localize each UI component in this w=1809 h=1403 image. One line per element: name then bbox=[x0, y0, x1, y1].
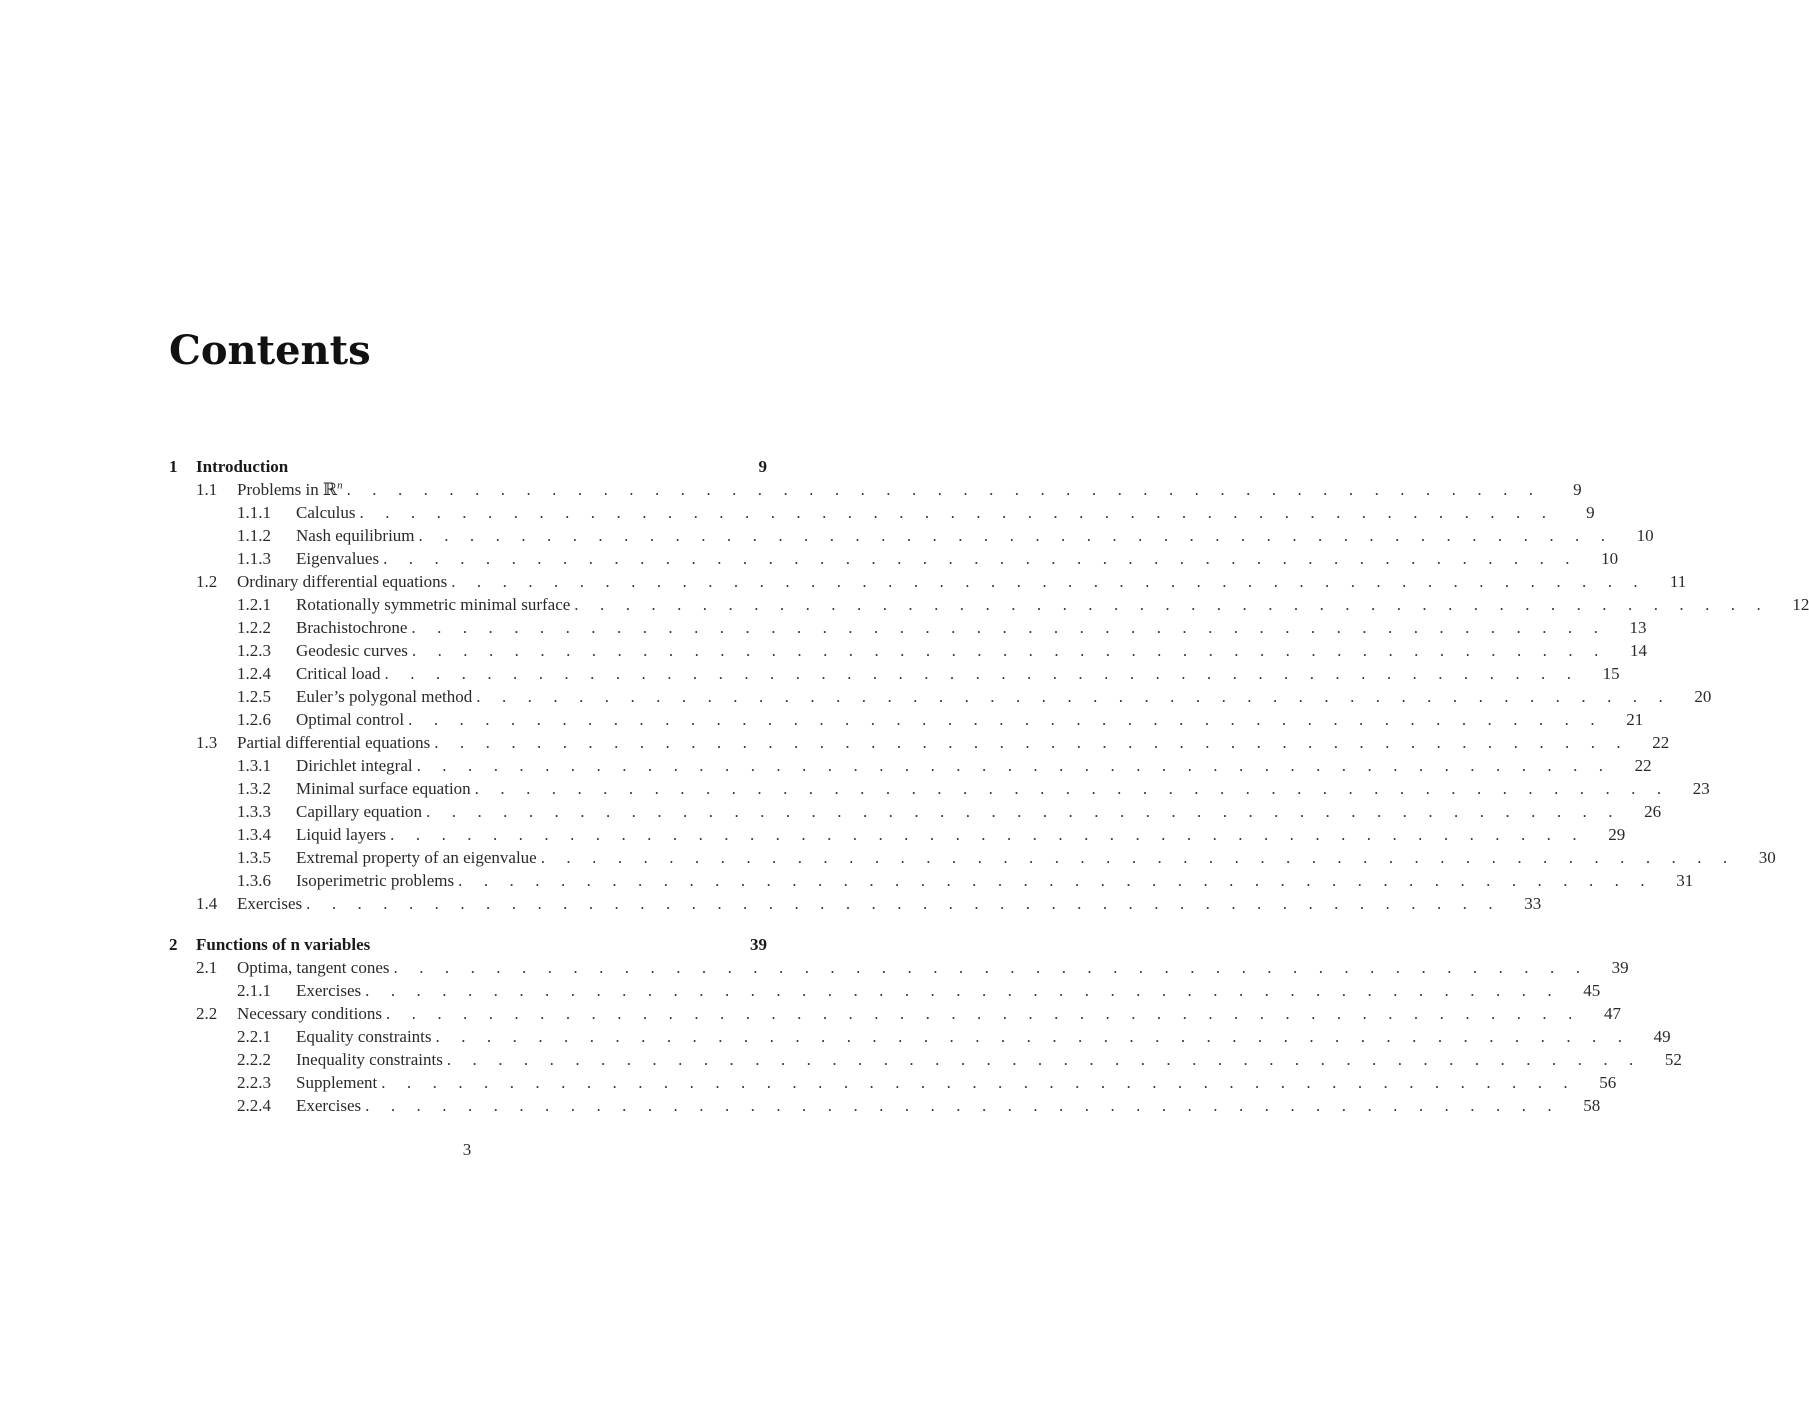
entry-number: 1.3.5 bbox=[237, 848, 271, 867]
entry-title-text: Necessary conditions bbox=[237, 1004, 382, 1023]
toc-section-row[interactable] bbox=[169, 731, 1670, 754]
toc-subsection-row[interactable] bbox=[169, 547, 1619, 570]
entry-number: 2.2.1 bbox=[237, 1027, 271, 1046]
entry-title bbox=[237, 1002, 386, 1025]
entry-title-text: Calculus bbox=[296, 503, 356, 522]
entry-title bbox=[237, 570, 451, 593]
entry-page: 39 bbox=[1611, 958, 1629, 977]
chapter-page: 39 bbox=[750, 935, 767, 954]
entry-title bbox=[296, 979, 365, 1002]
entry-number: 1.3.1 bbox=[237, 756, 271, 775]
toc-subsection-row[interactable] bbox=[169, 846, 1776, 869]
toc-chapter-row[interactable] bbox=[169, 455, 767, 478]
entry-page: 56 bbox=[1599, 1073, 1617, 1092]
entry-number: 1.1.1 bbox=[237, 503, 271, 522]
entry-page: 10 bbox=[1636, 526, 1654, 545]
entry-title bbox=[237, 956, 394, 979]
entry-number: 2.2 bbox=[196, 1004, 218, 1023]
entry-page: 45 bbox=[1583, 981, 1601, 1000]
entry-title bbox=[296, 754, 417, 777]
entry-page: 20 bbox=[1694, 687, 1712, 706]
toc-subsection-row[interactable] bbox=[169, 1071, 1617, 1094]
toc-chapter-row[interactable] bbox=[169, 933, 767, 956]
entry-page: 26 bbox=[1644, 802, 1662, 821]
entry-page: 14 bbox=[1629, 641, 1647, 660]
entry-number: 1.3.3 bbox=[237, 802, 271, 821]
dot-leader: . . . . . . . . . . . . . . . . . . . . . . . . . . . . . . . . . . . . . . . . . . . . . . . bbox=[365, 1096, 1561, 1115]
entry-title-text: Geodesic curves bbox=[296, 641, 408, 660]
toc-subsection-row[interactable] bbox=[169, 616, 1647, 639]
entry-title bbox=[296, 547, 383, 570]
entry-title-text: Isoperimetric problems bbox=[296, 871, 455, 890]
entry-number: 2.2.4 bbox=[237, 1096, 271, 1115]
toc-subsection-row[interactable] bbox=[169, 662, 1620, 685]
entry-number: 1.1 bbox=[196, 480, 218, 499]
entry-page: 49 bbox=[1653, 1027, 1671, 1046]
entry-title-text: Partial differential equations bbox=[237, 733, 431, 752]
chapter-number: 1 bbox=[169, 457, 178, 476]
entry-title-text: Eigenvalues bbox=[296, 549, 380, 568]
entry-page: 33 bbox=[1524, 894, 1542, 913]
toc-section-row[interactable] bbox=[169, 478, 1582, 501]
dot-leader: . . . . . . . . . . . . . . . . . . . . . . . . . . . . . . . . . . . . . . . . . . . . . . . bbox=[365, 981, 1561, 1000]
entry-page: 31 bbox=[1676, 871, 1694, 890]
entry-number: 1.3 bbox=[196, 733, 218, 752]
dot-leader: . . . . . . . . . . . . . . . . . . . . . . . . . . . . . . . . . . . . . . . . . . . . . . . bbox=[408, 710, 1604, 729]
toc-subsection-row[interactable] bbox=[169, 524, 1654, 547]
entry-title-text: Inequality constraints bbox=[296, 1050, 443, 1069]
entry-page: 11 bbox=[1669, 572, 1687, 591]
toc-subsection-row[interactable] bbox=[169, 639, 1647, 662]
dot-leader: . . . . . . . . . . . . . . . . . . . . . . . . . . . . . . . . . . . . . . . . . . . . . . . bbox=[411, 641, 1607, 660]
toc-subsection-row[interactable] bbox=[169, 800, 1662, 823]
dot-leader: . . . . . . . . . . . . . . . . . . . . . . . . . . . . . . . . . . . . . . . . . . . . . . . bbox=[383, 549, 1579, 568]
chapter-spacer bbox=[169, 915, 767, 933]
dot-leader: . . . . . . . . . . . . . . . . . . . . . . . . . . . . . . . . . . . . . . . . . . . . . . . bbox=[390, 825, 1586, 844]
entry-title bbox=[296, 777, 475, 800]
entry-page: 52 bbox=[1664, 1050, 1682, 1069]
toc-subsection-row[interactable] bbox=[169, 869, 1694, 892]
entry-title bbox=[296, 1025, 436, 1048]
entry-title bbox=[237, 478, 347, 501]
dot-leader: . . . . . . . . . . . . . . . . . . . . . . . . . . . . . . . . . . . . . . . . . . . . . . . bbox=[346, 480, 1542, 499]
entry-page: 29 bbox=[1608, 825, 1626, 844]
entry-number: 2.2.3 bbox=[237, 1073, 271, 1092]
entry-title-text: Equality constraints bbox=[296, 1027, 432, 1046]
entry-title-text: Nash equilibrium bbox=[296, 526, 415, 545]
entry-page: 58 bbox=[1583, 1096, 1601, 1115]
dot-leader: . . . . . . . . . . . . . . . . . . . . . . . . . . . . . . . . . . . . . . . . . . . . . . . bbox=[476, 687, 1672, 706]
dot-leader: . . . . . . . . . . . . . . . . . . . . . . . . . . . . . . . . . . . . . . . . . . . . . . . bbox=[418, 526, 1614, 545]
entry-title bbox=[296, 524, 419, 547]
dot-leader: . . . . . . . . . . . . . . . . . . . . . . . . . . . . . . . . . . . . . . . . . . . . . . . bbox=[385, 1004, 1581, 1023]
entry-title bbox=[296, 1094, 365, 1117]
toc-subsection-row[interactable] bbox=[169, 777, 1710, 800]
dot-leader: . . . . . . . . . . . . . . . . . . . . . . . . . . . . . . . . . . . . . . . . . . . . . . . bbox=[384, 664, 1580, 683]
entry-number: 1.2.6 bbox=[237, 710, 271, 729]
entry-title bbox=[296, 823, 390, 846]
entry-number: 1.3.4 bbox=[237, 825, 271, 844]
entry-number: 1.2.3 bbox=[237, 641, 271, 660]
toc-section-row[interactable] bbox=[169, 570, 1687, 593]
toc-section-row[interactable] bbox=[169, 956, 1629, 979]
entry-title-text: Problems in ℝ bbox=[237, 480, 338, 499]
entry-title bbox=[296, 639, 412, 662]
entry-title-text: Exercises bbox=[296, 981, 362, 1000]
entry-number: 2.2.2 bbox=[237, 1050, 271, 1069]
toc-subsection-row[interactable] bbox=[169, 754, 1652, 777]
toc-subsection-row[interactable] bbox=[169, 1094, 1601, 1117]
dot-leader: . . . . . . . . . . . . . . . . . . . . . . . . . . . . . . . . . . . . . . . . . . . . . . . bbox=[426, 802, 1622, 821]
entry-title bbox=[296, 593, 574, 616]
page-title: Contents bbox=[169, 327, 371, 374]
entry-title-text: Minimal surface equation bbox=[296, 779, 471, 798]
entry-number: 1.2 bbox=[196, 572, 218, 591]
entry-title bbox=[296, 685, 476, 708]
entry-page: 10 bbox=[1601, 549, 1619, 568]
entry-number: 1.2.2 bbox=[237, 618, 271, 637]
entry-title-text: Optimal control bbox=[296, 710, 405, 729]
entry-title-text: Rotationally symmetric minimal surface bbox=[296, 595, 571, 614]
entry-page: 12 bbox=[1792, 595, 1809, 614]
entry-page: 47 bbox=[1604, 1004, 1621, 1023]
entry-number: 2.1.1 bbox=[237, 981, 271, 1000]
entry-title bbox=[296, 1071, 381, 1094]
entry-page: 21 bbox=[1626, 710, 1644, 729]
entry-title-text: Liquid layers bbox=[296, 825, 387, 844]
page-number: 3 bbox=[462, 1140, 472, 1159]
chapter-page: 9 bbox=[758, 457, 767, 476]
toc-section-row[interactable] bbox=[169, 1002, 1621, 1025]
entry-title bbox=[296, 800, 426, 823]
entry-title bbox=[296, 846, 541, 869]
entry-title bbox=[237, 731, 434, 754]
dot-leader: . . . . . . . . . . . . . . . . . . . . . . . . . . . . . . . . . . . . . . . . . . . . . . . bbox=[306, 894, 1502, 913]
dot-leader: . . . . . . . . . . . . . . . . . . . . . . . . . . . . . . . . . . . . . . . . . . . . . . . bbox=[416, 756, 1612, 775]
entry-number: 1.3.6 bbox=[237, 871, 271, 890]
entry-title bbox=[296, 1048, 447, 1071]
entry-title-superscript: n bbox=[337, 479, 343, 492]
entry-title-text: Dirichlet integral bbox=[296, 756, 413, 775]
entry-title bbox=[296, 662, 385, 685]
toc-section-row[interactable] bbox=[169, 892, 1542, 915]
toc-subsection-row[interactable] bbox=[169, 593, 1809, 616]
entry-title bbox=[296, 616, 411, 639]
entry-title-text: Exercises bbox=[296, 1096, 362, 1115]
toc-subsection-row[interactable] bbox=[169, 685, 1712, 708]
entry-number: 1.2.1 bbox=[237, 595, 271, 614]
dot-leader: . . . . . . . . . . . . . . . . . . . . . . . . . . . . . . . . . . . . . . . . . . . . . . . bbox=[435, 1027, 1631, 1046]
dot-leader: . . . . . . . . . . . . . . . . . . . . . . . . . . . . . . . . . . . . . . . . . . . . . . . bbox=[574, 595, 1770, 614]
chapter-title: Functions of n variables bbox=[196, 935, 371, 954]
dot-leader: . . . . . . . . . . . . . . . . . . . . . . . . . . . . . . . . . . . . . . . . . . . . . . . bbox=[411, 618, 1607, 637]
entry-title-text: Euler’s polygonal method bbox=[296, 687, 473, 706]
entry-number: 2.1 bbox=[196, 958, 218, 977]
toc-subsection-row[interactable] bbox=[169, 979, 1601, 1002]
entry-title-text: Supplement bbox=[296, 1073, 378, 1092]
entry-page: 9 bbox=[1573, 480, 1582, 499]
toc-subsection-row[interactable] bbox=[169, 823, 1626, 846]
entry-title-text: Capillary equation bbox=[296, 802, 423, 821]
entry-page: 9 bbox=[1586, 503, 1595, 522]
dot-leader: . . . . . . . . . . . . . . . . . . . . . . . . . . . . . . . . . . . . . . . . . . . . . . . bbox=[474, 779, 1670, 798]
entry-page: 22 bbox=[1652, 733, 1670, 752]
entry-title-text: Exercises bbox=[237, 894, 303, 913]
entry-title-text: Ordinary differential equations bbox=[237, 572, 448, 591]
entry-number: 1.1.2 bbox=[237, 526, 271, 545]
entry-title-text: Optima, tangent cones bbox=[237, 958, 390, 977]
dot-leader: . . . . . . . . . . . . . . . . . . . . . . . . . . . . . . . . . . . . . . . . . . . . . . . bbox=[393, 958, 1589, 977]
entry-page: 23 bbox=[1692, 779, 1710, 798]
dot-leader: . . . . . . . . . . . . . . . . . . . . . . . . . . . . . . . . . . . . . . . . . . . . . . . bbox=[458, 871, 1654, 890]
dot-leader: . . . . . . . . . . . . . . . . . . . . . . . . . . . . . . . . . . . . . . . . . . . . . . . bbox=[359, 503, 1555, 522]
entry-number: 1.2.4 bbox=[237, 664, 271, 683]
chapter-number: 2 bbox=[169, 935, 178, 954]
toc-subsection-row[interactable] bbox=[169, 501, 1595, 524]
toc-subsection-row[interactable] bbox=[169, 1048, 1682, 1071]
chapter-title: Introduction bbox=[196, 457, 289, 476]
toc-subsection-row[interactable] bbox=[169, 708, 1644, 731]
entry-title-text: Brachistochrone bbox=[296, 618, 408, 637]
entry-title-text: Critical load bbox=[296, 664, 381, 683]
entry-page: 22 bbox=[1634, 756, 1652, 775]
dot-leader: . . . . . . . . . . . . . . . . . . . . . . . . . . . . . . . . . . . . . . . . . . . . . . . bbox=[381, 1073, 1577, 1092]
entry-title bbox=[296, 501, 360, 524]
entry-page: 15 bbox=[1602, 664, 1620, 683]
dot-leader: . . . . . . . . . . . . . . . . . . . . . . . . . . . . . . . . . . . . . . . . . . . . . . . bbox=[446, 1050, 1642, 1069]
toc-subsection-row[interactable] bbox=[169, 1025, 1671, 1048]
entry-title bbox=[296, 708, 408, 731]
entry-number: 1.2.5 bbox=[237, 687, 271, 706]
entry-number: 1.1.3 bbox=[237, 549, 271, 568]
entry-number: 1.4 bbox=[196, 894, 218, 913]
dot-leader: . . . . . . . . . . . . . . . . . . . . . . . . . . . . . . . . . . . . . . . . . . . . . . . bbox=[434, 733, 1630, 752]
entry-page: 13 bbox=[1629, 618, 1647, 637]
entry-title bbox=[237, 892, 306, 915]
dot-leader: . . . . . . . . . . . . . . . . . . . . . . . . . . . . . . . . . . . . . . . . . . . . . . . bbox=[540, 848, 1736, 867]
entry-number: 1.3.2 bbox=[237, 779, 271, 798]
dot-leader: . . . . . . . . . . . . . . . . . . . . . . . . . . . . . . . . . . . . . . . . . . . . . . . bbox=[451, 572, 1647, 591]
table-of-contents bbox=[169, 455, 1809, 1117]
entry-title bbox=[296, 869, 458, 892]
entry-page: 30 bbox=[1758, 848, 1776, 867]
entry-title-text: Extremal property of an eigenvalue bbox=[296, 848, 537, 867]
